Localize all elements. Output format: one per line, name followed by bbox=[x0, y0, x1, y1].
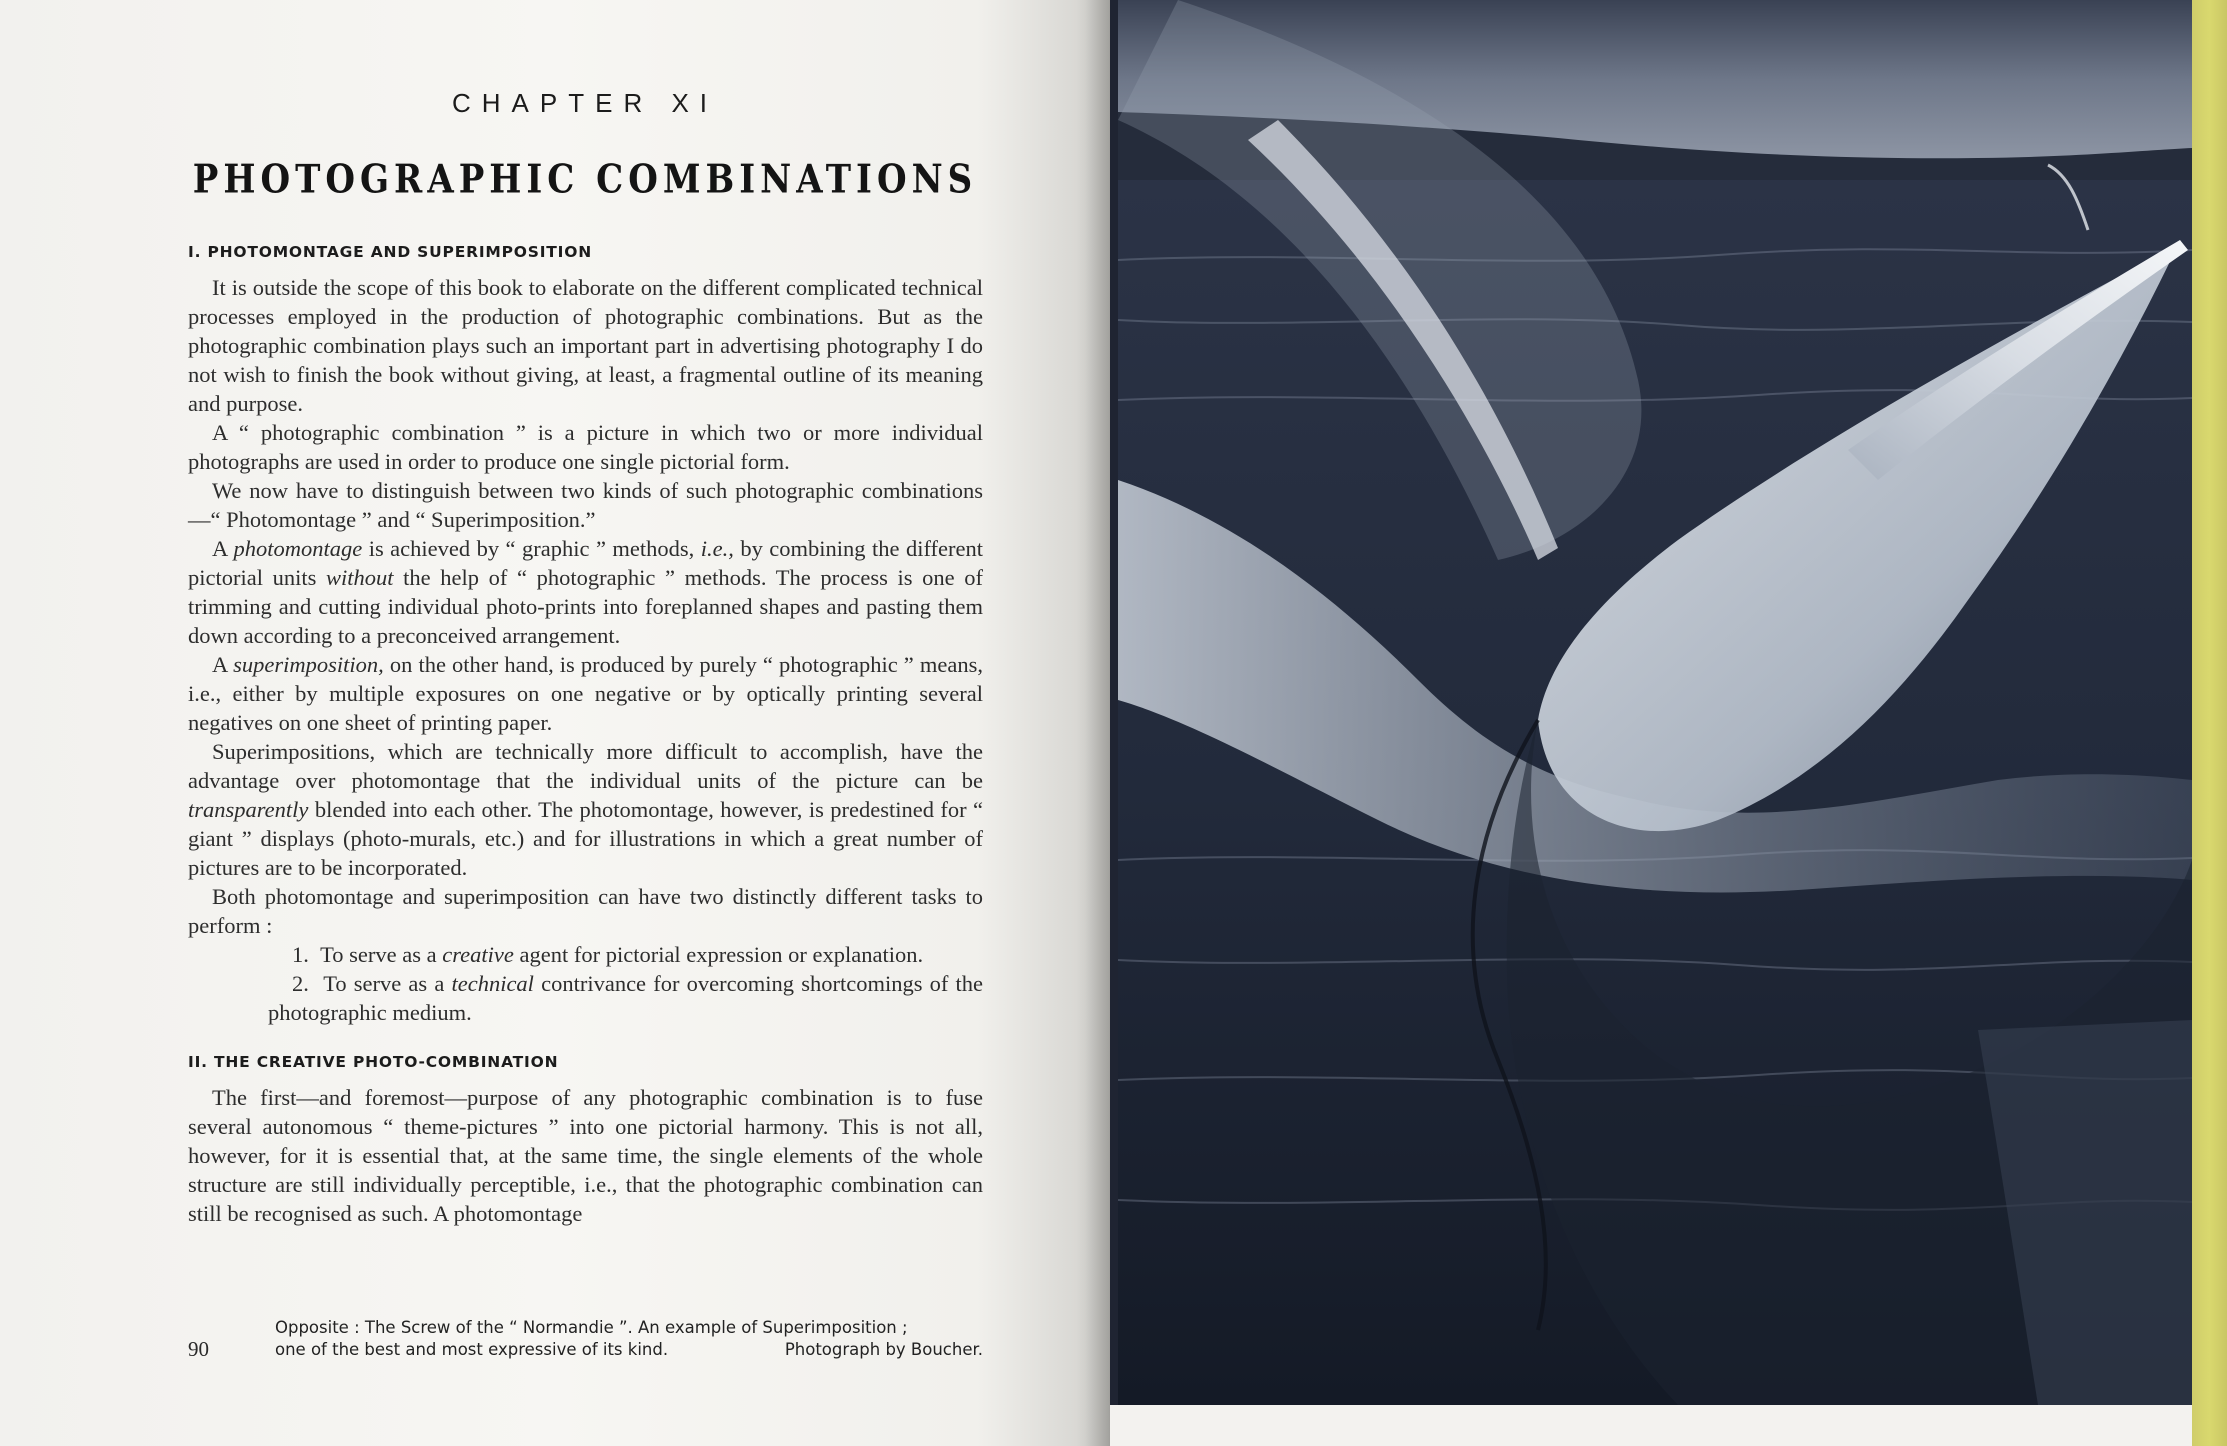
paragraph: We now have to distinguish between two kinds of such photographic combinations—“ Photomontage ” and “ Superimposition.” bbox=[188, 478, 983, 532]
chapter-label: CHAPTER XI bbox=[451, 88, 719, 118]
section-2-body bbox=[188, 1083, 983, 1228]
page-bottom-margin bbox=[1110, 1405, 2192, 1446]
photo-caption bbox=[275, 1317, 983, 1361]
section-heading-1: I. PHOTOMONTAGE AND SUPERIMPOSITION bbox=[188, 243, 592, 261]
photograph-screw-superimposition bbox=[1118, 0, 2192, 1405]
caption-line-2: one of the best and most expressive of its kind. bbox=[275, 1340, 669, 1359]
paragraph: A superimposition, on the other hand, is produced by purely “ photographic ” means, i.e., either by multiple exposures on one negative or by optically printing several negatives on one sheet of printing paper. bbox=[188, 652, 983, 735]
section-heading-2: II. THE CREATIVE PHOTO-COMBINATION bbox=[188, 1053, 559, 1071]
caption-line-1: Opposite : The Screw of the “ Normandie ”. An example of Superimposition ; bbox=[275, 1318, 908, 1337]
list-item: 1. To serve as a creative agent for pictorial expression or explanation. bbox=[292, 942, 924, 967]
paragraph: A “ photographic combination ” is a picture in which two or more individual photographs are used in order to produce one single pictorial form. bbox=[188, 420, 983, 474]
paragraph: The first—and foremost—purpose of any photographic combination is to fuse several autonomous “ theme-pictures ” into one pictorial harmony. This is not all, however, for it is essential that, at the same time, the single elements of the whole structure are still individually perceptible, i.e., that the photographic combination can still be recognised as such. A photomontage bbox=[188, 1085, 983, 1226]
caption-credit: Photograph by Boucher. bbox=[784, 1340, 983, 1359]
paragraph: A photomontage is achieved by “ graphic ” methods, i.e., by combining the different pictorial units without the help of “ photographic ” methods. The process is one of trimming and cutting individual photo-prints into foreplanned shapes and pasting them down according to a preconceived arrangement. bbox=[188, 536, 983, 648]
paragraph: Both photomontage and superimposition can have two distinctly different tasks to perform : bbox=[188, 884, 983, 938]
left-page bbox=[0, 0, 1110, 1446]
book-edge bbox=[2192, 0, 2227, 1446]
list-item: 2. To serve as a technical contrivance for overcoming shortcomings of the photographic medium. bbox=[268, 971, 984, 1025]
paragraph: Superimpositions, which are technically more difficult to accomplish, have the advantage over photomontage that the individual units of the picture can be transparently blended into each other. The photomontage, however, is predestined for “ giant ” displays (photo-murals, etc.) and for illustrations in which a great number of pictures are to be incorporated. bbox=[188, 739, 983, 880]
section-1-body bbox=[188, 273, 983, 1027]
paragraph: It is outside the scope of this book to elaborate on the different complicated technical processes employed in the production of photographic combinations. But as the photographic combination plays such an important part in advertising photography I do not wish to finish the book without giving, at least, a fragmental outline of its meaning and purpose. bbox=[188, 275, 983, 416]
page-number: 90 bbox=[188, 1337, 209, 1361]
chapter-title: PHOTOGRAPHIC COMBINATIONS bbox=[192, 157, 978, 203]
